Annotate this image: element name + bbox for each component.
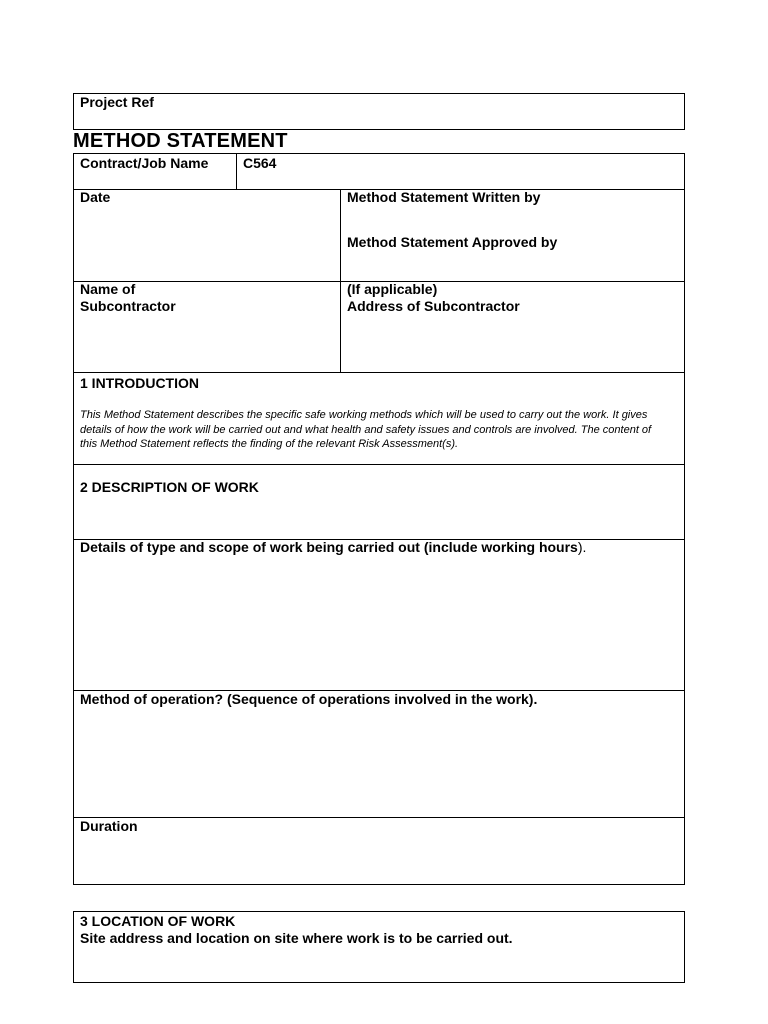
- row-divider: [73, 372, 685, 373]
- introduction-heading: 1 INTRODUCTION: [80, 375, 199, 391]
- details-label-suffix: ).: [577, 539, 587, 555]
- details-label-text: Details of type and scope of work being carried out (include working hours: [80, 539, 578, 555]
- approved-by-label: Method Statement Approved by: [347, 234, 558, 250]
- contract-divider: [236, 153, 237, 189]
- method-of-operation-label: Method of operation? (Sequence of operations involved in the work).: [80, 691, 538, 707]
- details-label: [80, 539, 586, 556]
- date-label: Date: [80, 189, 111, 205]
- introduction-body: This Method Statement describes the specific safe working methods which will be used to carry out the work. It gives details of how the work will be carried out and what health and safety issues and controls are involved. The content of this Method Statement reflects the finding of the relevant Risk Assessment(s).: [80, 409, 652, 450]
- location-heading: 3 LOCATION OF WORK: [80, 913, 236, 929]
- row-divider: [73, 464, 685, 465]
- subcontractor-name-label-1: Name of: [80, 281, 136, 297]
- row-divider: [73, 817, 685, 818]
- subcontractor-address-label-1: (If applicable): [347, 281, 438, 297]
- written-by-label: Method Statement Written by: [347, 189, 541, 205]
- main-form-box: [73, 153, 685, 885]
- project-ref-box: [73, 93, 685, 130]
- project-ref-label: Project Ref: [80, 94, 154, 110]
- description-heading: 2 DESCRIPTION OF WORK: [80, 479, 259, 495]
- contract-value[interactable]: C564: [243, 155, 277, 171]
- subcontractor-name-label-2: Subcontractor: [80, 298, 176, 314]
- duration-label: Duration: [80, 818, 138, 834]
- page-title: METHOD STATEMENT: [73, 130, 288, 152]
- contract-label: Contract/Job Name: [80, 155, 209, 171]
- subcontractor-address-label-2: Address of Subcontractor: [347, 298, 520, 314]
- location-subheading: Site address and location on site where work is to be carried out.: [80, 930, 513, 946]
